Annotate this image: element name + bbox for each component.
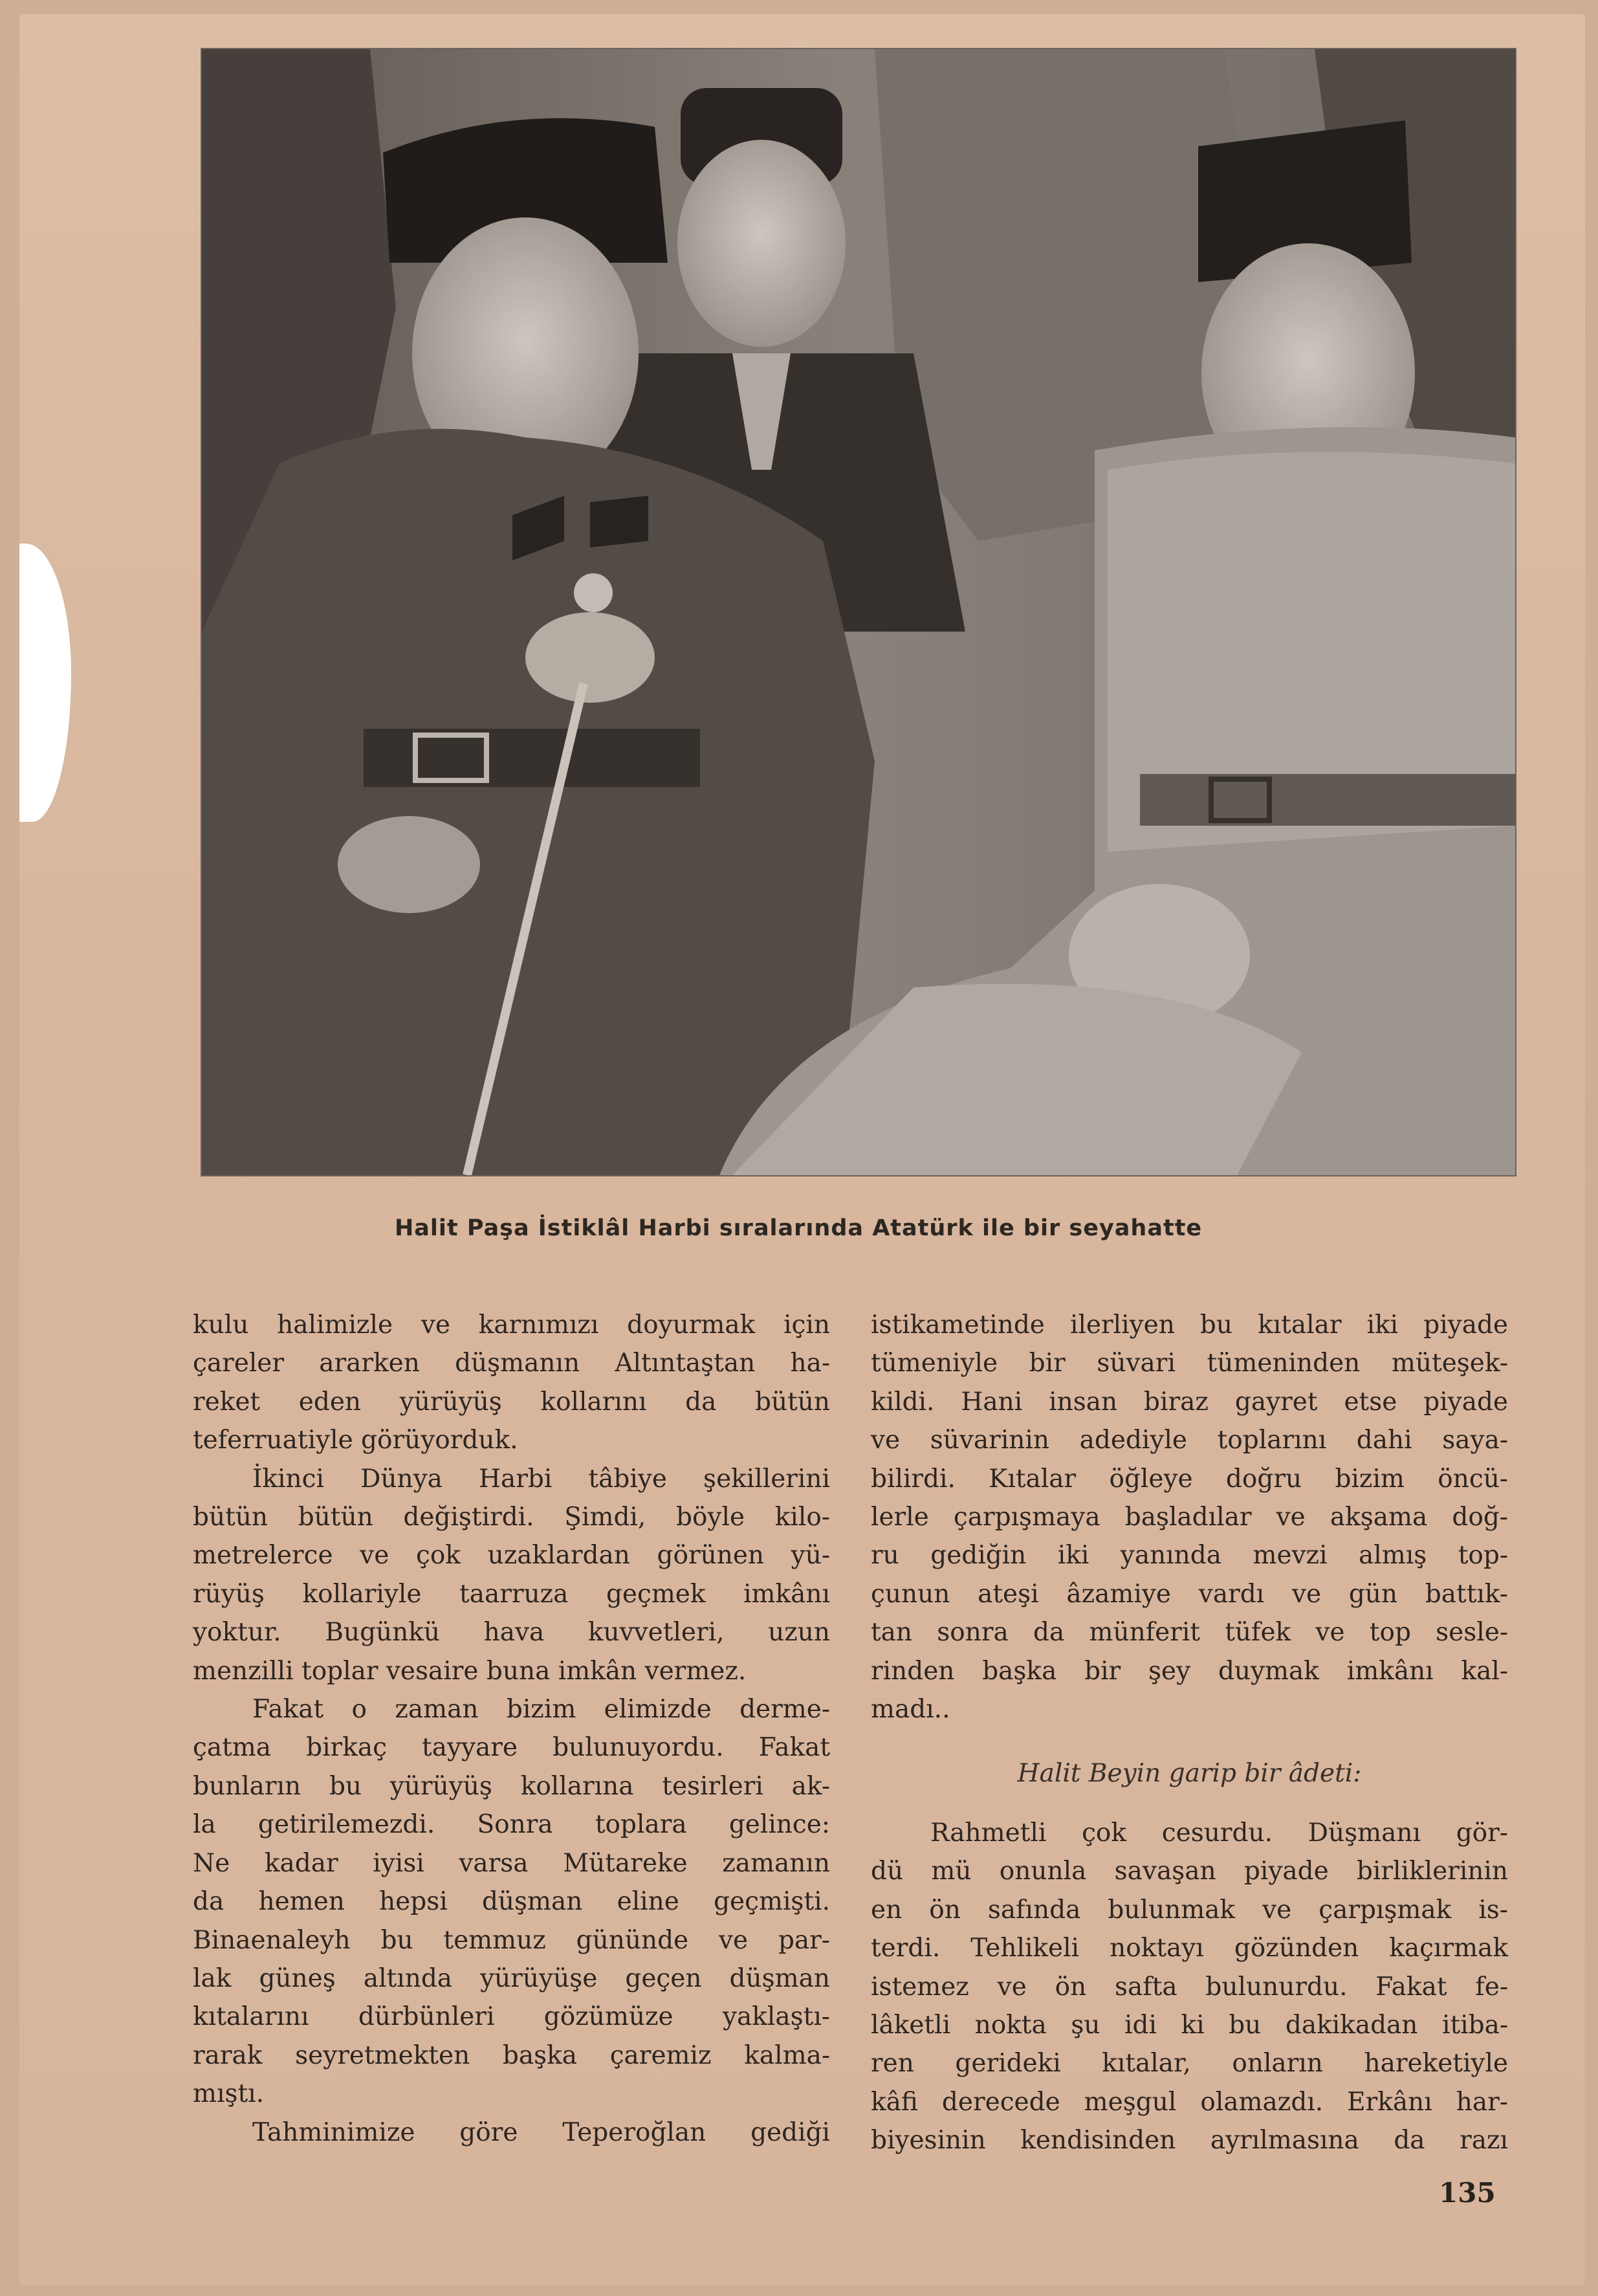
text-line: istemez ve ön safta bulunurdu. Fakat fe- bbox=[871, 1972, 1508, 2002]
text-line: lak güneş altında yürüyüşe geçen düşman bbox=[193, 1963, 830, 1993]
text-line: lerle çarpışmaya başladılar ve akşama doğ- bbox=[871, 1503, 1508, 1532]
section-heading: Halit Beyin garip bir âdeti: bbox=[1017, 1759, 1362, 1789]
text-column-left bbox=[193, 1306, 830, 2152]
text-line: bütün bütün değiştirdi. Şimdi, böyle kilo- bbox=[193, 1503, 830, 1532]
text-line: rüyüş kollariyle taarruza geçmek imkânı bbox=[193, 1579, 830, 1609]
text-line: Ne kadar iyisi varsa Mütareke zamanın bbox=[193, 1848, 830, 1878]
text-line: dü mü onunla savaşan piyade birliklerinin bbox=[871, 1857, 1508, 1886]
text-line: menzilli toplar vesaire buna imkân vermez. bbox=[193, 1656, 747, 1686]
text-line: tan sonra da münferit tüfek ve top sesle- bbox=[871, 1618, 1508, 1648]
text-line: bilirdi. Kıtalar öğleye doğru bizim öncü- bbox=[871, 1464, 1508, 1494]
page-number: 135 bbox=[1439, 2177, 1496, 2209]
text-line: istikametinde ilerliyen bu kıtalar iki piyade bbox=[871, 1310, 1508, 1340]
text-line: mıştı. bbox=[193, 2079, 265, 2109]
text-line: Rahmetli çok cesurdu. Düşmanı gör- bbox=[930, 1818, 1508, 1848]
text-line: kıtalarını dürbünleri gözümüze yaklaştı- bbox=[193, 2002, 830, 2032]
text-line: la getirilemezdi. Sonra toplara gelince: bbox=[193, 1810, 830, 1840]
text-line: rinden başka bir şey duymak imkânı kal- bbox=[871, 1656, 1508, 1686]
text-line: reket eden yürüyüş kollarını da bütün bbox=[193, 1387, 830, 1417]
text-line: bunların bu yürüyüş kollarına tesirleri ak- bbox=[193, 1771, 830, 1801]
text-line: çunun ateşi âzamiye vardı ve gün battık- bbox=[871, 1579, 1508, 1609]
text-line: terdi. Tehlikeli noktayı gözünden kaçırmak bbox=[871, 1934, 1508, 1963]
text-line: ren gerideki kıtalar, onların hareketiyle bbox=[871, 2049, 1508, 2079]
text-line: madı.. bbox=[871, 1695, 950, 1725]
text-line: tümeniyle bir süvari tümeninden müteşek- bbox=[871, 1349, 1508, 1378]
text-line: Fakat o zaman bizim elimizde derme- bbox=[252, 1695, 830, 1725]
text-line: en ön safında bulunmak ve çarpışmak is- bbox=[871, 1895, 1508, 1925]
text-line: rarak seyretmekten başka çaremiz kalma- bbox=[193, 2040, 830, 2070]
text-line: ve süvarinin adediyle toplarını dahi saya- bbox=[871, 1426, 1508, 1455]
text-line: biyesinin kendisinden ayrılmasına da razı bbox=[871, 2126, 1508, 2156]
text-line: yoktur. Bugünkü hava kuvvetleri, uzun bbox=[193, 1618, 830, 1648]
text-line: çareler ararken düşmanın Altıntaştan ha- bbox=[193, 1349, 830, 1378]
text-line: Binaenaleyh bu temmuz gününde ve par- bbox=[193, 1925, 830, 1955]
text-line: metrelerce ve çok uzaklardan görünen yü- bbox=[193, 1541, 830, 1571]
text-line: kildi. Hani insan biraz gayret etse piyade bbox=[871, 1387, 1508, 1417]
text-line: lâketli nokta şu idi ki bu dakikadan itiba- bbox=[871, 2010, 1508, 2040]
text-line: çatma birkaç tayyare bulunuyordu. Fakat bbox=[193, 1733, 830, 1763]
text-line: Tahminimize göre Teperoğlan gediği bbox=[252, 2117, 830, 2147]
text-line: da hemen hepsi düşman eline geçmişti. bbox=[193, 1887, 830, 1917]
photo-caption: Halit Paşa İstiklâl Harbi sıralarında Atatürk ile bir seyahatte bbox=[395, 1215, 1203, 1241]
text-line: ru gediğin iki yanında mevzi almış top- bbox=[871, 1541, 1508, 1571]
text-line: teferruatiyle görüyorduk. bbox=[193, 1426, 518, 1455]
text-line: kulu halimizle ve karnımızı doyurmak için bbox=[193, 1310, 830, 1340]
text-line: İkinci Dünya Harbi tâbiye şekillerini bbox=[252, 1464, 830, 1494]
text-line: kâfi derecede meşgul olamazdı. Erkânı har- bbox=[871, 2087, 1508, 2117]
text-column-right bbox=[871, 1306, 1508, 2160]
historical-photograph bbox=[201, 48, 1516, 1176]
